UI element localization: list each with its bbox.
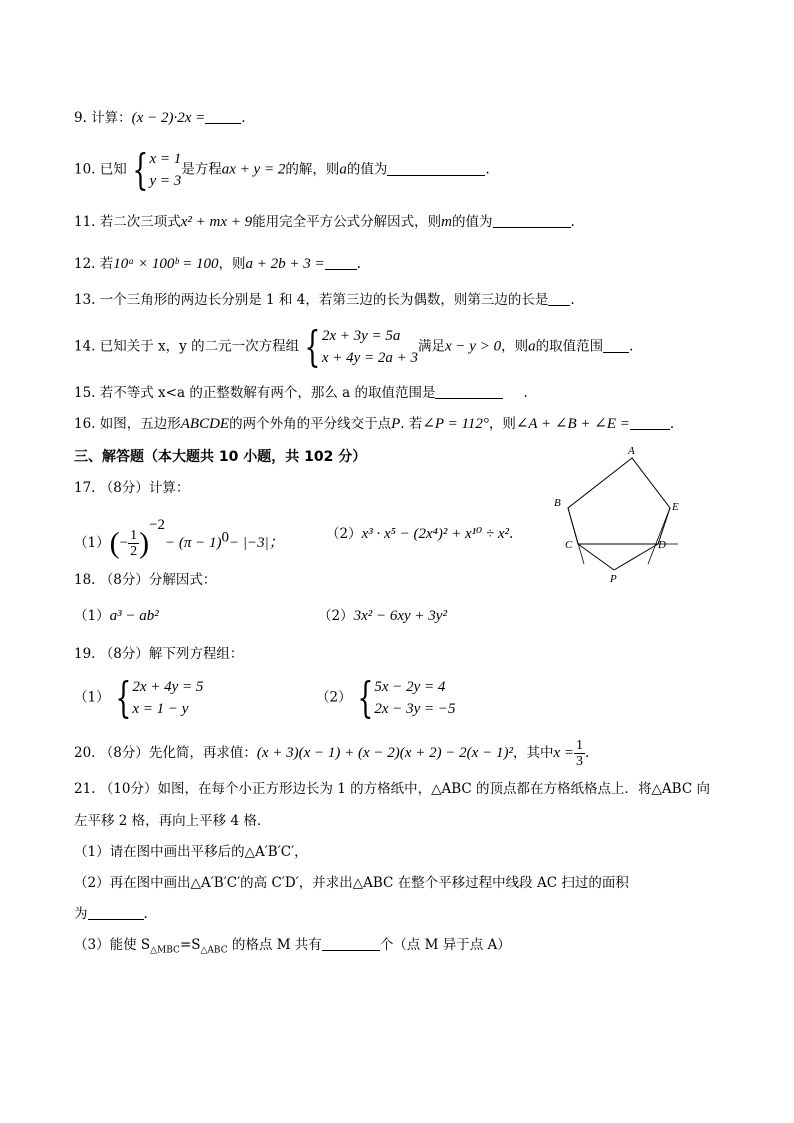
question-text: 的两个外角的平分线交于点	[229, 416, 392, 432]
system-row: x = 1	[149, 151, 182, 167]
vertex-label: D	[658, 539, 666, 551]
question-number: 14.	[74, 338, 100, 355]
question-21-line-2: 左平移 2 格，再向上平移 4 格．	[74, 813, 271, 829]
answer-blank	[603, 338, 629, 353]
math-expression: (x − 2)·2x =	[131, 110, 206, 126]
question-number: 19.	[74, 646, 100, 662]
part-label: （1）	[74, 535, 110, 551]
math-expression: ∠A + ∠B + ∠E =	[515, 416, 630, 432]
question-text: 个（点 M 异于点 A）	[379, 937, 511, 953]
end-mark: .	[356, 256, 361, 272]
question-text: ，则	[218, 256, 246, 272]
question-21-sub-1: （1）请在图中画出平移后的△A′B′C′，	[74, 844, 308, 860]
question-12	[74, 254, 361, 274]
math-variable: a	[528, 338, 536, 355]
subscript: △MBC	[150, 945, 180, 956]
equation-system: { 2x + 4y = 5 x = 1 − y	[114, 673, 204, 722]
question-number: 17.	[74, 480, 100, 496]
equation-system: { 5x − 2y = 4 2x − 3y = −5	[356, 673, 456, 722]
system-row: x + 4y = 2a + 3	[321, 350, 419, 366]
fraction-denominator: 2	[130, 544, 138, 559]
math-expression: x =	[553, 745, 574, 761]
question-number: 20.	[74, 745, 100, 761]
system-row: 5x − 2y = 4	[374, 679, 446, 695]
part-label: （1）	[74, 608, 110, 624]
math-expression: − (π − 1)	[165, 535, 222, 551]
question-text: （8分）计算：	[99, 480, 190, 496]
math-expression: ∠P = 112°	[422, 416, 489, 432]
question-17-part-1: （1）(− $\frac{1}{2}$ )$^{-2}- (\pi - 1)^0- |-3|$；	[74, 517, 284, 560]
question-14	[74, 322, 634, 371]
question-text: （10分）如图，在每个小正方形边长为 1 的方格纸中，△ABC 的顶点都在方格纸格点上．将△ABC 向	[99, 781, 710, 797]
math-variable: m	[441, 214, 452, 230]
part-label: （2）	[318, 608, 354, 624]
system-row: 2x + 3y = 5a	[321, 328, 401, 344]
question-text: 的值为	[346, 161, 388, 178]
exponent: −2	[149, 517, 166, 533]
end-mark: .	[523, 385, 528, 401]
system-row: x = 1 − y	[132, 701, 189, 717]
question-18	[74, 570, 216, 590]
question-text: 是方程	[181, 161, 222, 178]
pentagon-shape	[568, 458, 670, 544]
answer-blank	[205, 109, 241, 124]
end-mark: .	[143, 906, 148, 922]
question-text: =S	[179, 937, 201, 953]
question-21-sub-3	[74, 935, 511, 961]
question-label: 计算：	[91, 110, 132, 126]
end-mark: .	[629, 338, 634, 355]
question-text: 的取值范围	[535, 338, 604, 355]
question-number: 10.	[74, 161, 100, 178]
question-20	[74, 738, 589, 769]
answer-blank	[548, 291, 570, 306]
math-variable: a	[339, 161, 347, 178]
question-17	[74, 478, 189, 498]
end-mark: .	[669, 416, 675, 432]
question-text: （8分）先化简，再求值：	[99, 745, 257, 761]
question-15	[74, 383, 528, 403]
math-expression: (x + 3)(x − 1) + (x − 2)(x + 2) − 2(x − 1)²	[256, 745, 513, 761]
math-expression: x − y > 0	[445, 338, 502, 355]
question-number: 12.	[74, 256, 100, 272]
question-number: 13.	[74, 292, 100, 308]
system-row: 2x − 3y = −5	[374, 701, 456, 717]
question-number: 15.	[74, 385, 100, 401]
question-number: 9.	[74, 110, 92, 126]
fraction	[128, 528, 139, 559]
question-text: 已知关于 x，y 的二元一次方程组	[99, 338, 300, 355]
question-text: （8分）分解因式：	[99, 572, 217, 588]
question-21	[74, 779, 710, 799]
question-13	[74, 290, 575, 310]
question-19	[74, 644, 243, 664]
math-expression: x² + mx + 9	[180, 214, 253, 230]
extension-bc	[568, 508, 584, 564]
section-heading: 三、解答题（本大题共 10 小题，共 102 分）	[74, 449, 367, 465]
end-mark: .	[570, 292, 575, 308]
math-expression: 10ᵃ × 100ᵇ = 100	[113, 256, 219, 272]
question-text: 若不等式 x<a 的正整数解有两个，那么 a 的取值范围是	[99, 385, 436, 401]
question-text: ，则	[488, 416, 516, 432]
part-label: （1）	[74, 689, 110, 706]
answer-blank	[322, 936, 380, 951]
answer-blank	[493, 213, 571, 228]
question-18-part-2	[318, 606, 447, 626]
question-16	[74, 414, 674, 434]
end-mark: .	[509, 526, 514, 542]
fraction-numerator: 1	[130, 528, 138, 543]
exponent: 0	[221, 529, 230, 546]
end-mark: .	[584, 745, 590, 761]
bisector-dp	[614, 544, 658, 570]
vertex-label: B	[554, 497, 561, 509]
answer-blank	[387, 161, 485, 176]
question-19-part-1	[74, 673, 204, 722]
question-number: 18.	[74, 572, 100, 588]
vertex-label: E	[672, 501, 679, 513]
question-text: ，则	[501, 338, 529, 355]
bisector-cp	[578, 544, 614, 570]
question-text: 为	[74, 906, 88, 922]
question-18-part-1	[74, 606, 159, 626]
math-variable: P	[391, 416, 401, 432]
question-9	[74, 108, 246, 128]
part-label: （2）	[316, 689, 352, 706]
question-text: 的格点 M 共有	[227, 937, 322, 953]
question-21-sub-2-cont	[74, 904, 148, 924]
fraction	[574, 738, 585, 769]
question-number: 21.	[74, 781, 100, 797]
question-17-part-2	[326, 524, 513, 544]
question-text: （8分）解下列方程组：	[99, 646, 244, 662]
math-expression: ax + y = 2	[221, 161, 286, 178]
question-10	[74, 145, 490, 194]
fraction-numerator: 1	[575, 738, 583, 753]
equation-system: { 2x + 3y = 5a x + 4y = 2a + 3	[304, 322, 419, 371]
question-text: 的解，则	[285, 161, 340, 178]
answer-blank	[630, 415, 670, 430]
question-text: 如图，五边形	[99, 416, 181, 432]
math-variable: ABCDE	[180, 416, 230, 432]
answer-blank	[325, 255, 357, 270]
question-11	[74, 212, 575, 232]
question-text: 满足	[418, 338, 446, 355]
system-row: y = 3	[149, 173, 182, 189]
question-number: 16.	[74, 416, 100, 432]
question-21-sub-2: （2）再在图中画出△A′B′C′的高 C′D′，并求出△ABC 在整个平移过程中线段 AC 扫过的面积	[74, 875, 629, 891]
question-text: 的值为	[452, 214, 493, 230]
end-mark: .	[485, 161, 490, 178]
vertex-label: C	[565, 539, 573, 551]
part-label: （2）	[326, 526, 362, 542]
answer-blank	[88, 905, 144, 920]
math-expression: − |−3|；	[229, 535, 284, 551]
answer-blank	[435, 384, 503, 399]
question-text: 一个三角形的两边长分别是 1 和 4，若第三边的长为偶数，则第三边的长是	[99, 292, 549, 308]
question-text: 能用完全平方公式分解因式，则	[252, 214, 442, 230]
end-mark: .	[570, 214, 575, 230]
math-expression: x³ · x⁵ − (2x⁴)² + x¹⁰ ÷ x²	[361, 526, 510, 542]
vertex-label: A	[628, 445, 635, 457]
math-expression: 3x² − 6xy + 3y²	[353, 608, 447, 624]
question-text: ，其中	[512, 745, 554, 761]
question-number: 11.	[74, 214, 100, 230]
question-text: 若	[99, 256, 114, 272]
question-text: . 若	[400, 416, 423, 432]
question-text: （3）能使 S	[74, 937, 151, 953]
vertex-label: P	[610, 573, 617, 585]
equation-system: { x = 1 y = 3	[132, 145, 182, 194]
question-text: 已知	[99, 161, 127, 178]
pentagon-figure	[548, 444, 688, 589]
question-19-part-2	[316, 673, 456, 722]
subscript: △ABC	[200, 945, 228, 956]
fraction-denominator: 3	[575, 754, 583, 769]
extension-ed	[648, 508, 670, 564]
math-expression: a + 2b + 3 =	[245, 256, 325, 272]
math-expression: a³ − ab²	[109, 608, 159, 624]
system-row: 2x + 4y = 5	[132, 679, 204, 695]
question-text: 若二次三项式	[99, 214, 181, 230]
end-mark: .	[241, 110, 246, 126]
